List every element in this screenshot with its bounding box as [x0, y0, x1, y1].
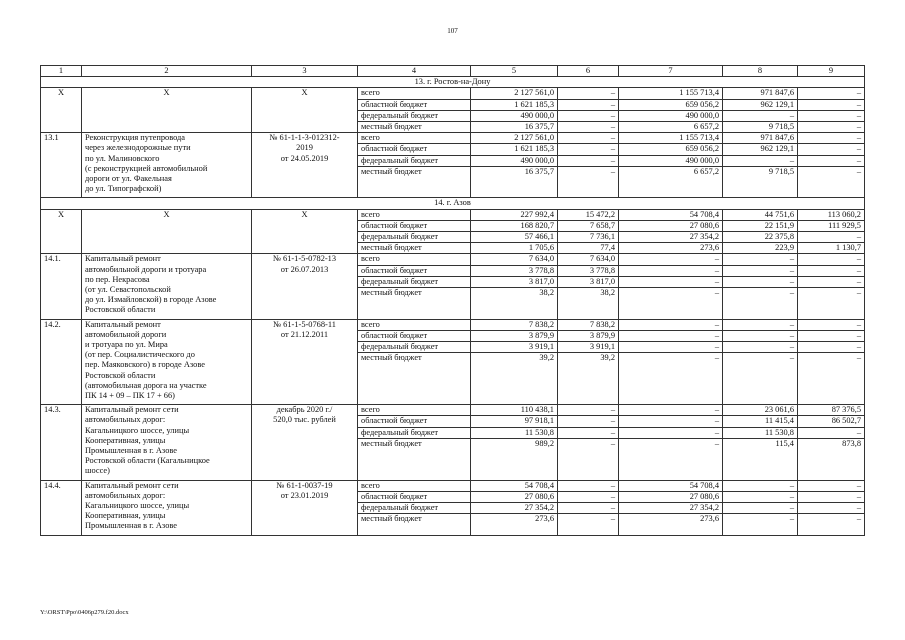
amount-cell: 97 918,1 [471, 416, 558, 427]
amount-cell: – [723, 110, 798, 121]
amount-cell: 168 820,7 [471, 220, 558, 231]
column-number: 8 [723, 66, 798, 77]
amount-cell: 490 000,0 [471, 155, 558, 166]
item-name-line: шоссе) [85, 466, 110, 476]
column-number: 6 [558, 66, 619, 77]
item-name-line: Ростовской области [85, 305, 156, 315]
amount-cell: 3 919,1 [471, 342, 558, 353]
amount-cell: 273,6 [619, 243, 723, 254]
amount-cell: 3 879,9 [471, 330, 558, 341]
amount-cell: – [798, 491, 865, 502]
amount-cell: 3 919,1 [558, 342, 619, 353]
amount-cell: – [798, 503, 865, 514]
summary-x-cell: Х [252, 209, 358, 254]
amount-cell: 27 080,6 [619, 491, 723, 502]
funding-source-label: областной бюджет [358, 330, 471, 341]
item-document-line: от 26.07.2013 [280, 264, 329, 274]
page-number: 107 [447, 27, 458, 35]
amount-cell: – [619, 353, 723, 405]
amount-cell: 44 751,6 [723, 209, 798, 220]
item-name-line: Ростовской области (Кагальницкое [85, 456, 210, 466]
amount-cell: – [723, 353, 798, 405]
table-row [41, 405, 865, 416]
amount-cell: – [798, 265, 865, 276]
amount-cell: – [723, 265, 798, 276]
funding-source-label: местный бюджет [358, 122, 471, 133]
item-name-line: через железнодорожные пути [85, 143, 191, 153]
amount-cell: 113 060,2 [798, 209, 865, 220]
amount-cell: – [619, 438, 723, 480]
item-document-line: от 24.05.2019 [280, 153, 329, 163]
item-number: 14.1. [41, 254, 82, 319]
amount-cell: 27 354,2 [619, 503, 723, 514]
amount-cell: 7 658,7 [558, 220, 619, 231]
budget-table [40, 65, 865, 536]
item-name-line: Промышленная в г. Азове [85, 446, 178, 456]
table-row [41, 319, 865, 330]
amount-cell: 3 879,9 [558, 330, 619, 341]
section-heading-row [41, 198, 865, 209]
column-number: 1 [41, 66, 82, 77]
item-name-line: (автомобильная дорога на участке [85, 380, 207, 390]
amount-cell: 873,8 [798, 438, 865, 480]
amount-cell: 11 530,8 [723, 427, 798, 438]
table-row [41, 254, 865, 265]
item-name-line: Реконструкция путепровода [85, 133, 186, 143]
item-name-line: до ул. Типографской) [85, 184, 162, 194]
item-document [252, 405, 358, 480]
amount-cell: 86 502,7 [798, 416, 865, 427]
column-number-row [41, 66, 865, 77]
amount-cell: 7 838,2 [558, 319, 619, 330]
amount-cell: – [798, 288, 865, 320]
amount-cell: 23 061,6 [723, 405, 798, 416]
funding-source-label: местный бюджет [358, 514, 471, 535]
amount-cell: 490 000,0 [619, 155, 723, 166]
item-name-line: Кооперативная, улицы [85, 435, 166, 445]
amount-cell: 7 634,0 [471, 254, 558, 265]
amount-cell: – [619, 265, 723, 276]
amount-cell: – [619, 427, 723, 438]
amount-cell: 962 129,1 [723, 99, 798, 110]
item-document [252, 133, 358, 198]
summary-x-cell: Х [82, 88, 252, 133]
amount-cell: – [558, 122, 619, 133]
amount-cell: – [558, 110, 619, 121]
table-row [41, 209, 865, 220]
section-heading-row [41, 77, 865, 88]
item-name [82, 133, 252, 198]
funding-source-label: федеральный бюджет [358, 427, 471, 438]
amount-cell: 57 466,1 [471, 232, 558, 243]
amount-cell: – [558, 166, 619, 198]
column-number: 7 [619, 66, 723, 77]
item-document-line: от 23.01.2019 [280, 490, 329, 500]
item-name-line: ПК 14 + 09 – ПК 17 + 66) [85, 391, 175, 401]
amount-cell: – [798, 342, 865, 353]
amount-cell: 962 129,1 [723, 144, 798, 155]
amount-cell: 38,2 [471, 288, 558, 320]
amount-cell: 659 056,2 [619, 144, 723, 155]
amount-cell: 11 415,4 [723, 416, 798, 427]
item-document [252, 480, 358, 535]
funding-source-label: федеральный бюджет [358, 110, 471, 121]
amount-cell: 16 375,7 [471, 166, 558, 198]
amount-cell: 659 056,2 [619, 99, 723, 110]
amount-cell: – [558, 405, 619, 416]
amount-cell: – [558, 438, 619, 480]
amount-cell: – [723, 254, 798, 265]
amount-cell: 110 438,1 [471, 405, 558, 416]
funding-source-label: областной бюджет [358, 416, 471, 427]
funding-source-label: всего [358, 254, 471, 265]
amount-cell: – [558, 514, 619, 535]
amount-cell: 3 817,0 [471, 276, 558, 287]
funding-source-label: местный бюджет [358, 288, 471, 320]
amount-cell: – [723, 155, 798, 166]
amount-cell: 22 375,8 [723, 232, 798, 243]
funding-source-label: областной бюджет [358, 491, 471, 502]
funding-source-label: всего [358, 209, 471, 220]
amount-cell: 22 151,9 [723, 220, 798, 231]
amount-cell: – [619, 342, 723, 353]
amount-cell: 2 127 561,0 [471, 133, 558, 144]
item-name-line: по ул. Малиновского [85, 153, 160, 163]
amount-cell: 227 992,4 [471, 209, 558, 220]
amount-cell: 7 634,0 [558, 254, 619, 265]
item-name-line: Промышленная в г. Азове [85, 521, 178, 531]
amount-cell: 2 127 561,0 [471, 88, 558, 99]
item-name-line: до ул. Измайловской) в городе Азове [85, 295, 217, 305]
amount-cell: – [798, 353, 865, 405]
item-document-line: от 21.12.2011 [280, 329, 329, 339]
item-name-line: Ростовской области [85, 370, 156, 380]
funding-source-label: местный бюджет [358, 243, 471, 254]
amount-cell: 16 375,7 [471, 122, 558, 133]
amount-cell: – [723, 342, 798, 353]
funding-source-label: всего [358, 319, 471, 330]
amount-cell: 1 621 185,3 [471, 99, 558, 110]
amount-cell: 39,2 [471, 353, 558, 405]
amount-cell: 115,4 [723, 438, 798, 480]
item-name-line: Капитальный ремонт [85, 254, 161, 264]
section-title: 14. г. Азов [41, 198, 865, 209]
item-name-line: (от ул. Севастопольской [85, 285, 171, 295]
amount-cell: 27 080,6 [619, 220, 723, 231]
item-number: 14.3. [41, 405, 82, 480]
item-document-line: № 61-1-0037-19 [276, 480, 333, 490]
item-number: 14.4. [41, 480, 82, 535]
amount-cell: – [723, 503, 798, 514]
item-document-line: 520,0 тыс. рублей [273, 415, 336, 425]
amount-cell: 87 376,5 [798, 405, 865, 416]
amount-cell: – [619, 405, 723, 416]
item-name-line: по пер. Некрасова [85, 274, 150, 284]
amount-cell: 1 621 185,3 [471, 144, 558, 155]
amount-cell: 223,9 [723, 243, 798, 254]
amount-cell: – [798, 110, 865, 121]
amount-cell: 1 130,7 [798, 243, 865, 254]
summary-x-cell: Х [41, 209, 82, 254]
section-title: 13. г. Ростов-на-Дону [41, 77, 865, 88]
amount-cell: 39,2 [558, 353, 619, 405]
amount-cell: – [558, 155, 619, 166]
item-name-line: и тротуара по ул. Мира [85, 340, 168, 350]
file-path-footer: Y:\ORST\Ppo\0406p279.f20.docx [40, 609, 129, 616]
item-name-line: Кагальницкого шоссе, улицы [85, 425, 190, 435]
column-number: 9 [798, 66, 865, 77]
funding-source-label: всего [358, 405, 471, 416]
amount-cell: 11 530,8 [471, 427, 558, 438]
amount-cell: 3 817,0 [558, 276, 619, 287]
item-name-line: пер. Маяковского) в городе Азове [85, 360, 205, 370]
table-row [41, 133, 865, 144]
table-row [41, 480, 865, 491]
amount-cell: – [723, 276, 798, 287]
amount-cell: 3 778,8 [558, 265, 619, 276]
amount-cell: 1 155 713,4 [619, 88, 723, 99]
item-name [82, 480, 252, 535]
amount-cell: – [619, 276, 723, 287]
amount-cell: – [798, 480, 865, 491]
amount-cell: 971 847,6 [723, 133, 798, 144]
item-name-line: дороги от ул. Факельная [85, 174, 172, 184]
funding-source-label: федеральный бюджет [358, 503, 471, 514]
table-row [41, 88, 865, 99]
amount-cell: 77,4 [558, 243, 619, 254]
amount-cell: – [723, 514, 798, 535]
amount-cell: – [798, 232, 865, 243]
funding-source-label: федеральный бюджет [358, 155, 471, 166]
summary-x-cell: Х [252, 88, 358, 133]
amount-cell: 3 778,8 [471, 265, 558, 276]
amount-cell: – [558, 133, 619, 144]
amount-cell: 27 354,2 [619, 232, 723, 243]
amount-cell: – [798, 133, 865, 144]
item-document-line: № 61-1-1-3-012312- [269, 133, 340, 143]
amount-cell: 54 708,4 [619, 209, 723, 220]
item-document-line: 2019 [296, 143, 313, 153]
item-name-line: (с реконструкцией автомобильной [85, 163, 208, 173]
amount-cell: – [798, 319, 865, 330]
item-name [82, 405, 252, 480]
item-document-line: декабрь 2020 г./ [276, 405, 333, 415]
table-body [41, 66, 865, 536]
amount-cell: 54 708,4 [471, 480, 558, 491]
item-name-line: автомобильных дорог: [85, 415, 166, 425]
funding-source-label: всего [358, 133, 471, 144]
amount-cell: – [798, 254, 865, 265]
amount-cell: – [798, 99, 865, 110]
amount-cell: 6 657,2 [619, 122, 723, 133]
amount-cell: 15 472,2 [558, 209, 619, 220]
funding-source-label: местный бюджет [358, 166, 471, 198]
amount-cell: 9 718,5 [723, 166, 798, 198]
item-name-line: Капитальный ремонт [85, 319, 161, 329]
funding-source-label: областной бюджет [358, 265, 471, 276]
item-number: 13.1 [41, 133, 82, 198]
funding-source-label: федеральный бюджет [358, 276, 471, 287]
amount-cell: 7 838,2 [471, 319, 558, 330]
column-number: 5 [471, 66, 558, 77]
amount-cell: – [619, 288, 723, 320]
item-name [82, 254, 252, 319]
amount-cell: 38,2 [558, 288, 619, 320]
amount-cell: – [798, 514, 865, 535]
amount-cell: – [798, 276, 865, 287]
item-name-line: Кооперативная, улицы [85, 511, 166, 521]
column-number: 2 [82, 66, 252, 77]
item-name-line: Кагальницкого шоссе, улицы [85, 501, 190, 511]
summary-x-cell: Х [82, 209, 252, 254]
amount-cell: – [558, 503, 619, 514]
amount-cell: 54 708,4 [619, 480, 723, 491]
amount-cell: 27 354,2 [471, 503, 558, 514]
amount-cell: – [558, 480, 619, 491]
item-name-line: (от пер. Социалистического до [85, 350, 195, 360]
item-document-line: № 61-1-5-0768-11 [273, 319, 336, 329]
amount-cell: 6 657,2 [619, 166, 723, 198]
amount-cell: – [619, 330, 723, 341]
funding-source-label: местный бюджет [358, 438, 471, 480]
amount-cell: – [558, 99, 619, 110]
amount-cell: – [723, 330, 798, 341]
amount-cell: 273,6 [619, 514, 723, 535]
column-number: 3 [252, 66, 358, 77]
amount-cell: – [798, 144, 865, 155]
amount-cell: – [619, 254, 723, 265]
funding-source-label: местный бюджет [358, 353, 471, 405]
amount-cell: – [619, 416, 723, 427]
amount-cell: 1 155 713,4 [619, 133, 723, 144]
amount-cell: – [558, 491, 619, 502]
amount-cell: – [558, 427, 619, 438]
amount-cell: – [798, 122, 865, 133]
funding-source-label: областной бюджет [358, 99, 471, 110]
funding-source-label: федеральный бюджет [358, 232, 471, 243]
funding-source-label: областной бюджет [358, 144, 471, 155]
amount-cell: – [798, 155, 865, 166]
column-number: 4 [358, 66, 471, 77]
item-name-line: Капитальный ремонт сети [85, 480, 179, 490]
item-name-line: Капитальный ремонт сети [85, 405, 179, 415]
amount-cell: 490 000,0 [619, 110, 723, 121]
amount-cell: – [723, 319, 798, 330]
item-name [82, 319, 252, 405]
amount-cell: 989,2 [471, 438, 558, 480]
amount-cell: 7 736,1 [558, 232, 619, 243]
amount-cell: – [798, 88, 865, 99]
amount-cell: – [558, 144, 619, 155]
funding-source-label: всего [358, 88, 471, 99]
amount-cell: 9 718,5 [723, 122, 798, 133]
item-document [252, 319, 358, 405]
summary-x-cell: Х [41, 88, 82, 133]
item-number: 14.2. [41, 319, 82, 405]
amount-cell: – [558, 416, 619, 427]
amount-cell: 490 000,0 [471, 110, 558, 121]
funding-source-label: всего [358, 480, 471, 491]
amount-cell: 971 847,6 [723, 88, 798, 99]
amount-cell: – [798, 166, 865, 198]
funding-source-label: областной бюджет [358, 220, 471, 231]
item-name-line: автомобильной дороги и тротуара [85, 264, 207, 274]
amount-cell: – [723, 480, 798, 491]
item-document [252, 254, 358, 319]
item-document-line: № 61-1-5-0782-13 [272, 254, 337, 264]
amount-cell: 27 080,6 [471, 491, 558, 502]
amount-cell: – [798, 427, 865, 438]
funding-source-label: федеральный бюджет [358, 342, 471, 353]
amount-cell: 273,6 [471, 514, 558, 535]
item-name-line: автомобильных дорог: [85, 490, 166, 500]
amount-cell: 111 929,5 [798, 220, 865, 231]
amount-cell: – [723, 288, 798, 320]
amount-cell: – [798, 330, 865, 341]
amount-cell: – [723, 491, 798, 502]
amount-cell: – [558, 88, 619, 99]
amount-cell: – [619, 319, 723, 330]
amount-cell: 1 705,6 [471, 243, 558, 254]
item-name-line: автомобильной дороги [85, 329, 167, 339]
